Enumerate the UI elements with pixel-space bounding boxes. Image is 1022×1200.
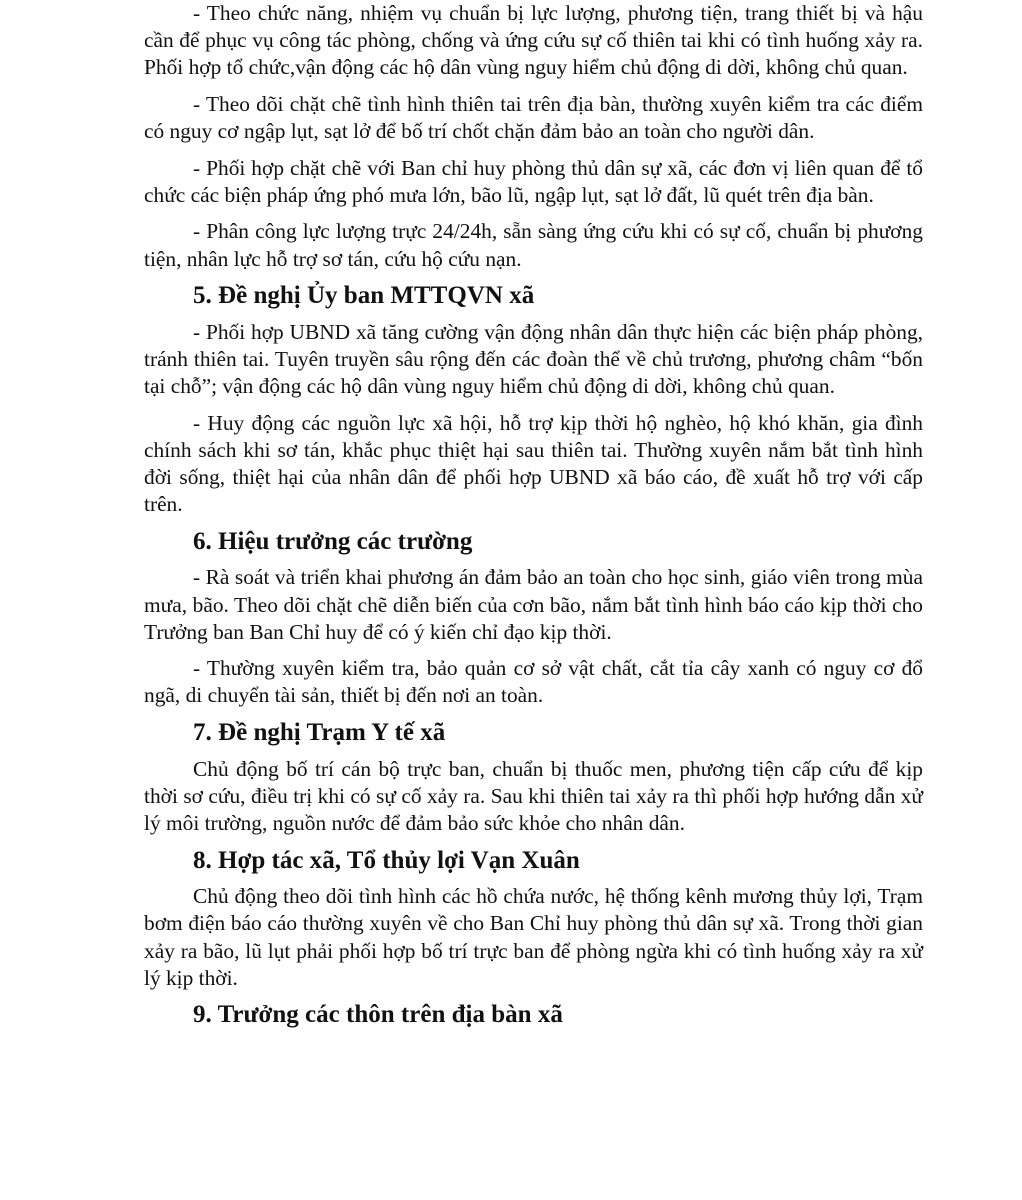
section-heading-8: 8. Hợp tác xã, Tổ thủy lợi Vạn Xuân bbox=[193, 846, 580, 874]
paragraph-schools-safety: - Rà soát và triển khai phương án đảm bảo an toàn cho học sinh, giáo viên trong mùa mưa, bão. Theo dõi chặt chẽ diễn biến của cơn bão, nắm bắt tình hình báo cáo kịp thời cho Trưởng ban Ban Chỉ huy để có ý kiến chỉ đạo kịp thời. bbox=[144, 565, 923, 644]
section-heading-9: 9. Trưởng các thôn trên địa bàn xã bbox=[193, 1001, 563, 1029]
paragraph-duty-assignment: - Phân công lực lượng trực 24/24h, sẵn sàng ứng cứu khi có sự cố, chuẩn bị phương tiện, nhân lực hỗ trợ sơ tán, cứu hộ cứu nạn. bbox=[144, 219, 923, 271]
paragraph-mttq-mobilize: - Phối hợp UBND xã tăng cường vận động nhân dân thực hiện các biện pháp phòng, tránh thiên tai. Tuyên truyền sâu rộng đến các đoàn thể về chủ trương, phương châm “bốn tại chỗ”; vận động các hộ dân vùng nguy hiểm chủ động di dời, không chủ quan. bbox=[144, 319, 923, 399]
document-page bbox=[144, 0, 923, 1038]
paragraph-schools-facilities: - Thường xuyên kiểm tra, bảo quản cơ sở vật chất, cắt tỉa cây xanh có nguy cơ đổ ngã, di chuyển tài sản, thiết bị đến nơi an toàn. bbox=[144, 656, 923, 708]
section-heading-7: 7. Đề nghị Trạm Y tế xã bbox=[193, 719, 446, 747]
section-heading-5: 5. Đề nghị Ủy ban MTTQVN xã bbox=[193, 282, 535, 310]
paragraph-health-station: Chủ động bố trí cán bộ trực ban, chuẩn bị thuốc men, phương tiện cấp cứu để kịp thời sơ cứu, điều trị khi có sự cố xảy ra. Sau khi thiên tai xảy ra thì phối hợp hướng dẫn xử lý môi trường, nguồn nước để đảm bảo sức khỏe cho nhân dân. bbox=[144, 756, 923, 835]
paragraph-prepare-forces: - Theo chức năng, nhiệm vụ chuẩn bị lực lượng, phương tiện, trang thiết bị và hậu cần để phục vụ công tác phòng, chống và ứng cứu sự cố thiên tai khi có tình huống xảy ra. Phối hợp tổ chức,vận động các hộ dân vùng nguy hiểm chủ động di dời, không chủ quan. bbox=[144, 1, 923, 80]
paragraph-irrigation: Chủ động theo dõi tình hình các hồ chứa nước, hệ thống kênh mương thủy lợi, Trạm bơm điện báo cáo thường xuyên về cho Ban Chỉ huy phòng thủ dân sự xã. Trong thời gian xảy ra bão, lũ lụt phải phối hợp bố trí trực ban để phòng ngừa khi có tình huống xảy ra xử lý kịp thời. bbox=[144, 884, 923, 990]
paragraph-monitor-disasters: - Theo dõi chặt chẽ tình hình thiên tai trên địa bàn, thường xuyên kiểm tra các điểm có nguy cơ ngập lụt, sạt lở để bố trí chốt chặn đảm bảo an toàn cho người dân. bbox=[144, 91, 923, 143]
paragraph-mttq-resources: - Huy động các nguồn lực xã hội, hỗ trợ kịp thời hộ nghèo, hộ khó khăn, gia đình chính sách khi sơ tán, khắc phục thiệt hại sau thiên tai. Thường xuyên nắm bắt tình hình đời sống, thiệt hại của nhân dân để phối hợp UBND xã báo cáo, đề xuất hỗ trợ với cấp trên. bbox=[144, 410, 923, 517]
paragraph-coordinate-command: - Phối hợp chặt chẽ với Ban chỉ huy phòng thủ dân sự xã, các đơn vị liên quan để tổ chức các biện pháp ứng phó mưa lớn, bão lũ, ngập lụt, sạt lở đất, lũ quét trên địa bàn. bbox=[144, 155, 923, 207]
section-heading-6: 6. Hiệu trưởng các trường bbox=[193, 527, 473, 555]
